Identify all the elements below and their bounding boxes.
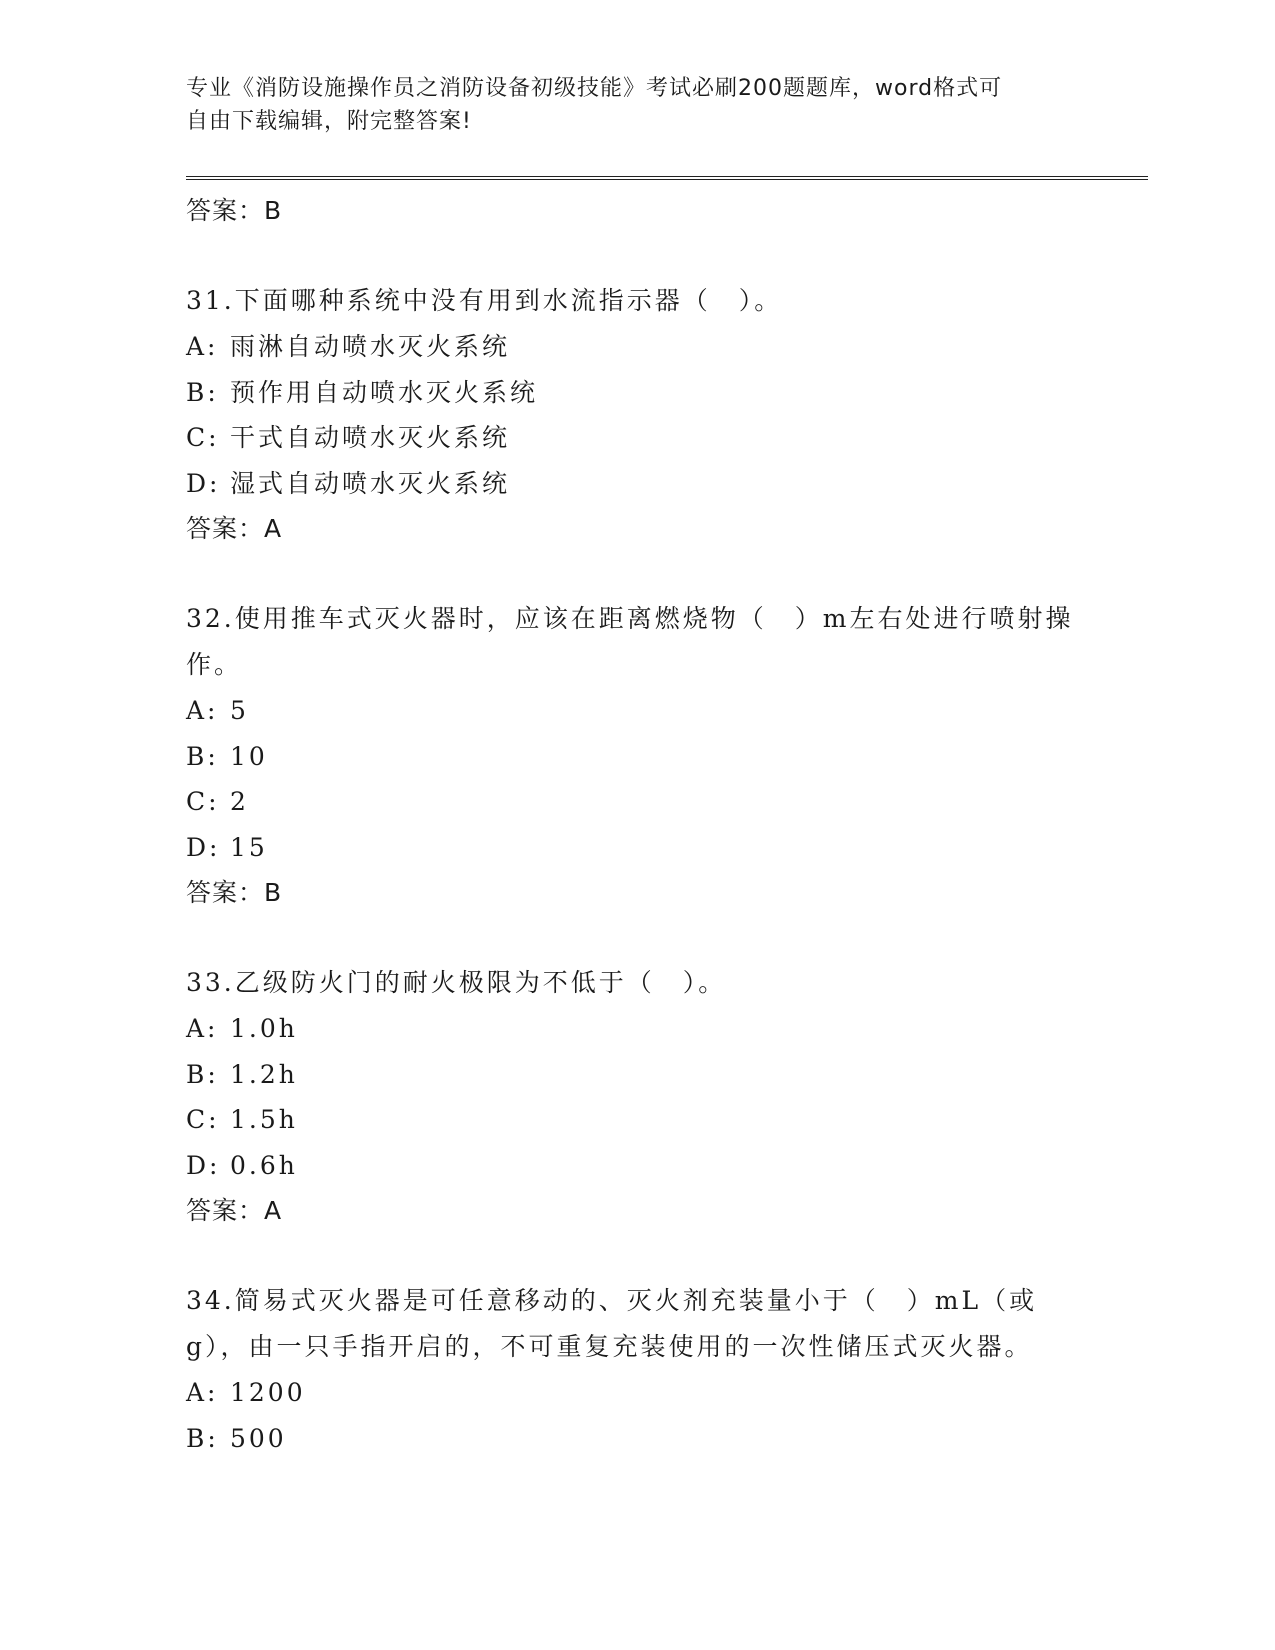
option-c bbox=[186, 779, 1086, 825]
option-letter: C: bbox=[186, 423, 220, 452]
option-d bbox=[186, 825, 1086, 871]
option-text: 0.6h bbox=[230, 1150, 298, 1180]
option-letter: A: bbox=[186, 1378, 219, 1407]
question-item bbox=[186, 596, 1086, 915]
option-letter: C: bbox=[186, 1105, 220, 1134]
question-stem: 33.乙级防火门的耐火极限为不低于（ ）。 bbox=[186, 968, 727, 997]
option-text: 1.0h bbox=[230, 1014, 298, 1043]
option-text: 1.5h bbox=[230, 1105, 298, 1134]
option-text: 2 bbox=[230, 787, 249, 816]
option-text: 5 bbox=[230, 696, 249, 725]
option-text: 预作用自动喷水灭火系统 bbox=[230, 377, 539, 407]
option-letter: A: bbox=[186, 1014, 219, 1043]
option-letter: A: bbox=[186, 696, 219, 725]
answer-line: 答案：B bbox=[186, 196, 283, 225]
option-c bbox=[186, 415, 1086, 461]
header-line-1: 专业《消防设施操作员之消防设备初级技能》考试必刷200题题库，word格式可 bbox=[186, 76, 1003, 101]
option-letter: D: bbox=[186, 832, 221, 862]
question-item bbox=[186, 960, 1086, 1233]
question-stem: 32.使用推车式灭火器时，应该在距离燃烧物（ ）m左右处进行喷射操作。 bbox=[186, 604, 1074, 679]
question-item bbox=[186, 278, 1086, 551]
option-text: 雨淋自动喷水灭火系统 bbox=[230, 332, 511, 361]
option-letter: B: bbox=[186, 741, 219, 771]
option-letter: D: bbox=[186, 1150, 221, 1180]
option-a bbox=[186, 1370, 1086, 1416]
question-stem: 34.简易式灭火器是可任意移动的、灭火剂充装量小于（ ）mL（或g），由一只手指开启的，不可重复充装使用的一次性储压式灭火器。 bbox=[186, 1286, 1038, 1361]
option-text: 干式自动喷水灭火系统 bbox=[230, 423, 511, 452]
option-letter: B: bbox=[186, 1423, 219, 1453]
option-text: 1200 bbox=[230, 1378, 306, 1407]
option-d bbox=[186, 461, 1086, 507]
option-text: 500 bbox=[230, 1423, 287, 1453]
option-a bbox=[186, 688, 1086, 734]
header-line-2: 自由下载编辑，附完整答案! bbox=[186, 109, 472, 134]
option-a bbox=[186, 324, 1086, 370]
option-text: 1.2h bbox=[230, 1059, 298, 1089]
option-letter: B: bbox=[186, 377, 219, 407]
option-b bbox=[186, 734, 1086, 780]
option-letter: B: bbox=[186, 1059, 219, 1089]
answer-line: 答案：A bbox=[186, 1196, 283, 1225]
option-text: 湿式自动喷水灭火系统 bbox=[230, 468, 511, 498]
option-letter: A: bbox=[186, 332, 219, 361]
question-list bbox=[186, 188, 1086, 1461]
option-letter: C: bbox=[186, 787, 220, 816]
option-c bbox=[186, 1097, 1086, 1143]
option-a bbox=[186, 1006, 1086, 1052]
option-d bbox=[186, 1143, 1086, 1189]
option-b bbox=[186, 1416, 1086, 1462]
question-stem: 31.下面哪种系统中没有用到水流指示器（ ）。 bbox=[186, 286, 783, 315]
answer-line: 答案：A bbox=[186, 514, 283, 543]
header-divider bbox=[186, 176, 1148, 180]
question-item bbox=[186, 1278, 1086, 1461]
option-text: 10 bbox=[230, 741, 268, 771]
option-b bbox=[186, 1052, 1086, 1098]
option-text: 15 bbox=[230, 832, 268, 862]
document-header bbox=[186, 72, 1066, 138]
option-b bbox=[186, 370, 1086, 416]
answer-line: 答案：B bbox=[186, 878, 283, 907]
option-letter: D: bbox=[186, 468, 221, 498]
